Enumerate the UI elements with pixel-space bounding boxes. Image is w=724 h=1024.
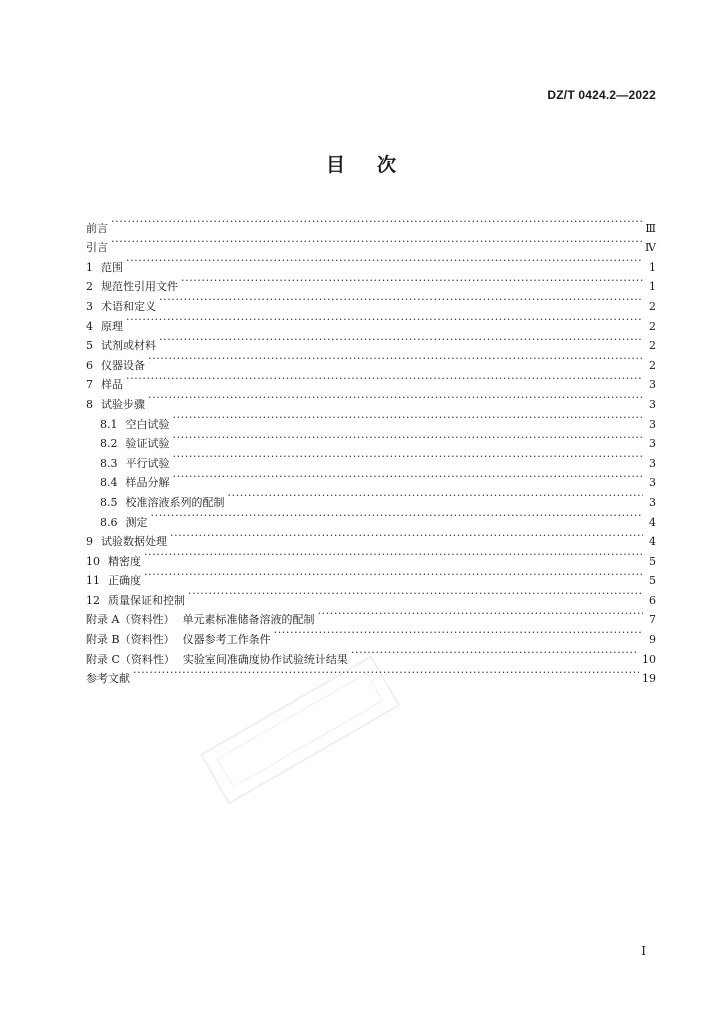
title-char-left: 目 [325, 154, 347, 176]
toc-entry-page: 10 [642, 652, 656, 666]
toc-entry-page: 2 [649, 339, 656, 353]
toc-entry-title: 引言 [86, 241, 108, 255]
toc-dot-leader [170, 526, 643, 546]
toc-entry-number: 6 [86, 358, 93, 372]
toc-dot-leader [173, 467, 644, 487]
standard-code: DZ/T 0424.2—2022 [547, 88, 656, 102]
toc-entry-number: 4 [86, 319, 93, 333]
toc-dot-leader [126, 310, 643, 330]
toc-entry-page: 19 [642, 672, 656, 686]
toc-dot-leader [173, 428, 644, 448]
toc-entry[interactable] [86, 212, 656, 235]
toc-entry[interactable] [86, 545, 656, 568]
toc-entry-page: 3 [649, 495, 656, 509]
toc-dot-leader [351, 643, 639, 663]
toc-entry[interactable] [86, 271, 656, 294]
toc-entry-page: 2 [649, 358, 656, 372]
toc-entry-title: 样品分解 [125, 476, 170, 490]
toc-entry[interactable] [86, 565, 656, 588]
toc-entry[interactable] [86, 290, 656, 313]
toc-entry-page: 3 [649, 476, 656, 490]
toc-entry-number: 9 [86, 535, 93, 549]
title-char-right: 次 [377, 154, 399, 176]
toc-dot-leader [173, 447, 644, 467]
toc-dot-leader [173, 408, 644, 428]
toc-entry[interactable] [86, 388, 656, 411]
toc-entry-page: 9 [649, 633, 656, 647]
toc-entry-title: 规范性引用文件 [101, 280, 178, 294]
table-of-contents [86, 212, 656, 686]
toc-entry[interactable] [86, 349, 656, 372]
toc-dot-leader [317, 604, 643, 624]
toc-entry-title: 仪器参考工作条件 [182, 633, 271, 647]
toc-entry[interactable] [86, 330, 656, 353]
toc-entry-title: 试验数据处理 [101, 535, 167, 549]
toc-dot-leader [159, 290, 643, 310]
toc-entry-page: 5 [649, 554, 656, 568]
toc-entry-number: 8.3 [100, 456, 118, 470]
toc-entry-page: 6 [649, 593, 656, 607]
toc-entry-page: 4 [649, 535, 656, 549]
toc-entry[interactable] [86, 584, 656, 607]
toc-entry[interactable] [86, 428, 656, 451]
toc-entry[interactable] [86, 310, 656, 333]
toc-entry-title: 试验步骤 [101, 397, 145, 411]
toc-entry[interactable] [86, 467, 656, 490]
toc-entry-label [100, 473, 170, 493]
toc-entry-title: 空白试验 [125, 417, 170, 431]
toc-entry-title: 原理 [101, 319, 123, 333]
toc-dot-leader [144, 565, 643, 585]
toc-entry-title: 测定 [125, 515, 148, 529]
toc-entry-page: 3 [649, 456, 656, 470]
toc-entry-title: 仪器设备 [101, 358, 145, 372]
page-title [0, 150, 724, 177]
toc-entry-page: Ⅲ [645, 221, 656, 235]
toc-entry-label [86, 571, 141, 591]
toc-entry[interactable] [86, 369, 656, 392]
toc-entry-number: 2 [86, 280, 93, 294]
toc-entry-number: 8.5 [100, 495, 118, 509]
toc-entry-label [86, 258, 123, 278]
toc-entry-number: 附录 C（资料性） [86, 652, 175, 666]
toc-entry-page: Ⅳ [645, 241, 656, 255]
toc-entry-label [86, 238, 108, 258]
toc-entry-page: 3 [649, 437, 656, 451]
toc-dot-leader [159, 330, 643, 350]
toc-dot-leader [126, 251, 643, 271]
toc-entry[interactable] [86, 408, 656, 431]
toc-entry-title: 前言 [86, 221, 108, 235]
toc-entry-title: 精密度 [108, 554, 141, 568]
toc-dot-leader [181, 271, 643, 291]
toc-dot-leader [148, 388, 643, 408]
toc-entry-title: 校准溶液系列的配制 [125, 495, 225, 509]
toc-dot-leader [274, 623, 643, 643]
toc-entry-label [100, 513, 148, 533]
toc-entry-label [86, 630, 271, 650]
toc-entry-page: 2 [649, 319, 656, 333]
toc-entry[interactable] [86, 447, 656, 470]
toc-dot-leader [228, 486, 644, 506]
toc-dot-leader [144, 545, 643, 565]
toc-entry-label [86, 591, 185, 611]
toc-entry-page: 1 [649, 280, 656, 294]
toc-entry-number: 8.2 [100, 437, 118, 451]
toc-entry-number: 8.6 [100, 515, 118, 529]
toc-entry-page: 7 [649, 613, 656, 627]
toc-entry-number: 10 [86, 554, 100, 568]
toc-entry-label [100, 454, 170, 474]
toc-entry-title: 参考文献 [86, 672, 130, 686]
toc-entry-page: 2 [649, 299, 656, 313]
toc-entry-page: 3 [649, 397, 656, 411]
toc-entry-label [100, 434, 170, 454]
toc-entry-title: 质量保证和控制 [108, 593, 185, 607]
toc-entry-label [86, 669, 130, 689]
toc-entry-label [86, 219, 108, 239]
toc-entry-title: 试剂或材料 [101, 339, 156, 353]
toc-entry-number: 8.4 [100, 476, 118, 490]
toc-entry[interactable] [86, 526, 656, 549]
toc-entry[interactable] [86, 486, 656, 509]
toc-dot-leader [188, 584, 643, 604]
toc-entry-title: 平行试验 [125, 456, 170, 470]
toc-entry-title: 样品 [101, 378, 123, 392]
toc-entry-label [86, 317, 123, 337]
toc-entry-label [100, 415, 170, 435]
toc-entry-number: 7 [86, 378, 93, 392]
toc-entry-title: 单元素标准储备溶液的配制 [182, 613, 315, 627]
toc-entry-label [86, 395, 145, 415]
toc-entry-title: 实验室间准确度协作试验统计结果 [182, 652, 348, 666]
toc-dot-leader [111, 212, 642, 232]
toc-entry-label [86, 336, 156, 356]
toc-dot-leader [126, 369, 643, 389]
toc-dot-leader [111, 232, 642, 252]
toc-entry-page: 5 [649, 574, 656, 588]
toc-entry-number: 附录 B（资料性） [86, 633, 175, 647]
toc-entry[interactable] [86, 506, 656, 529]
toc-entry-number: 附录 A（资料性） [86, 613, 175, 627]
toc-entry-title: 验证试验 [125, 437, 170, 451]
toc-entry-number: 11 [86, 574, 100, 588]
toc-entry-number: 8 [86, 397, 93, 411]
toc-entry-title: 范围 [101, 260, 123, 274]
toc-dot-leader [148, 349, 643, 369]
toc-entry-page: 3 [649, 378, 656, 392]
toc-entry[interactable] [86, 251, 656, 274]
toc-entry-label [86, 375, 123, 395]
toc-entry[interactable] [86, 232, 656, 255]
toc-entry-number: 5 [86, 339, 93, 353]
toc-entry-label [86, 552, 141, 572]
toc-entry-title: 术语和定义 [101, 299, 156, 313]
page-number: I [641, 944, 646, 958]
toc-entry-number: 1 [86, 260, 93, 274]
toc-entry-number: 3 [86, 299, 93, 313]
toc-entry-number: 12 [86, 593, 100, 607]
toc-entry-title: 正确度 [108, 574, 141, 588]
toc-entry-page: 4 [649, 515, 656, 529]
toc-entry-page: 1 [649, 260, 656, 274]
toc-entry-page: 3 [649, 417, 656, 431]
toc-entry-number: 8.1 [100, 417, 118, 431]
toc-dot-leader [151, 506, 644, 526]
